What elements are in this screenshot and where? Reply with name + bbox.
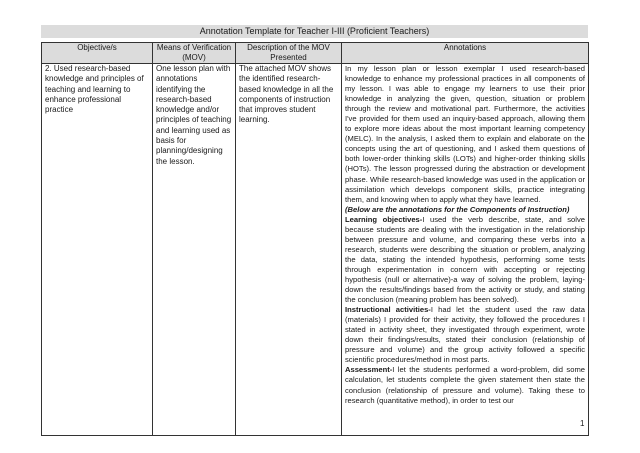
document-title: Annotation Template for Teacher I-III (Proficient Teachers): [41, 25, 588, 38]
assessment-paragraph: [345, 365, 585, 405]
instructional-activities-label: Instructional activities-: [345, 305, 431, 315]
annotation-intro: In my lesson plan or lesson exemplar I used research-based knowledge to enhance my professional practices in all components of my lesson. I was able to engage my learners to use their prior knowledge in analyzing the given, question, situation or problem through the review and motivational part. Furthermore, the activities I've provided for them used an inquiry-based approach, allowing them to explore more ideas about the most important learning competency (MELC). In the analysis, I asked them to explain and elaborate on the concepts using the art of questioning, and I asked them questions of both lower-order thinking skills (LOTs) and higher-order thinking skills (HOTs). The lesson progressed during the abstraction or development phase. While research-based knowledge was used in the application or assimilation which develops component skills, practice integrating them, and knowing when to apply what they have learned.: [345, 64, 585, 204]
assessment-label: Assessment-: [345, 365, 393, 375]
annotations-cell: [342, 64, 589, 436]
learning-objectives-label: Learning objectives-: [345, 214, 423, 224]
annotation-table: [41, 42, 589, 436]
table-row: [42, 64, 589, 436]
page-number: 1: [580, 419, 585, 428]
instructional-activities-text: I had let the student used the raw data (materials) I provided for their activity, they followed the procedures I stated in activity sheet, they investigated through experiment, wrote down their findings/results, stated their conclusion (relationship of pressure and volume) and the group activity followed a specific scientific procedures/method in most parts.: [345, 305, 585, 365]
description-cell: The attached MOV shows the identified research-based knowledge in all the components of instruction that improves student learning.: [236, 64, 342, 436]
table-header-row: [42, 43, 589, 64]
learning-objectives-text: I used the verb describe, state, and solve because students are dealing with the investigation in the relationship between pressure and volume, and comparing these verbs into a research, students were describing the situation or problem, analyzing the data, stating the intended hypothesis, performing some tests through experimentation in concern with accepting or rejecting hypothesis (null or alternative)-a way of solving the problem, laying-down the results/findings based from the activity or study, and stating the conclusion (meaning problem has been solved).: [345, 214, 585, 305]
mov-cell: One lesson plan with annotations identifying the research-based knowledge and/or principles of teaching and learning used as basis for planning/designing the lesson.: [153, 64, 236, 436]
instructional-activities-paragraph: [345, 305, 585, 365]
header-description: Description of the MOV Presented: [236, 43, 342, 64]
annotation-note: (Below are the annotations for the Components of Instruction): [345, 204, 570, 214]
learning-objectives-paragraph: [345, 215, 585, 305]
header-annotations: Annotations: [342, 43, 589, 64]
header-objectives: Objective/s: [42, 43, 153, 64]
assessment-text: I let the students performed a word-problem, did some calculation, let students complete the given statement then state the conclusion (relationship of pressure and volume). Taking these to research (quantitative method), in order to test our: [345, 365, 585, 405]
header-mov: Means of Verification (MOV): [153, 43, 236, 64]
objective-cell: 2. Used research-based knowledge and principles of teaching and learning to enhance professional practice: [42, 64, 153, 436]
